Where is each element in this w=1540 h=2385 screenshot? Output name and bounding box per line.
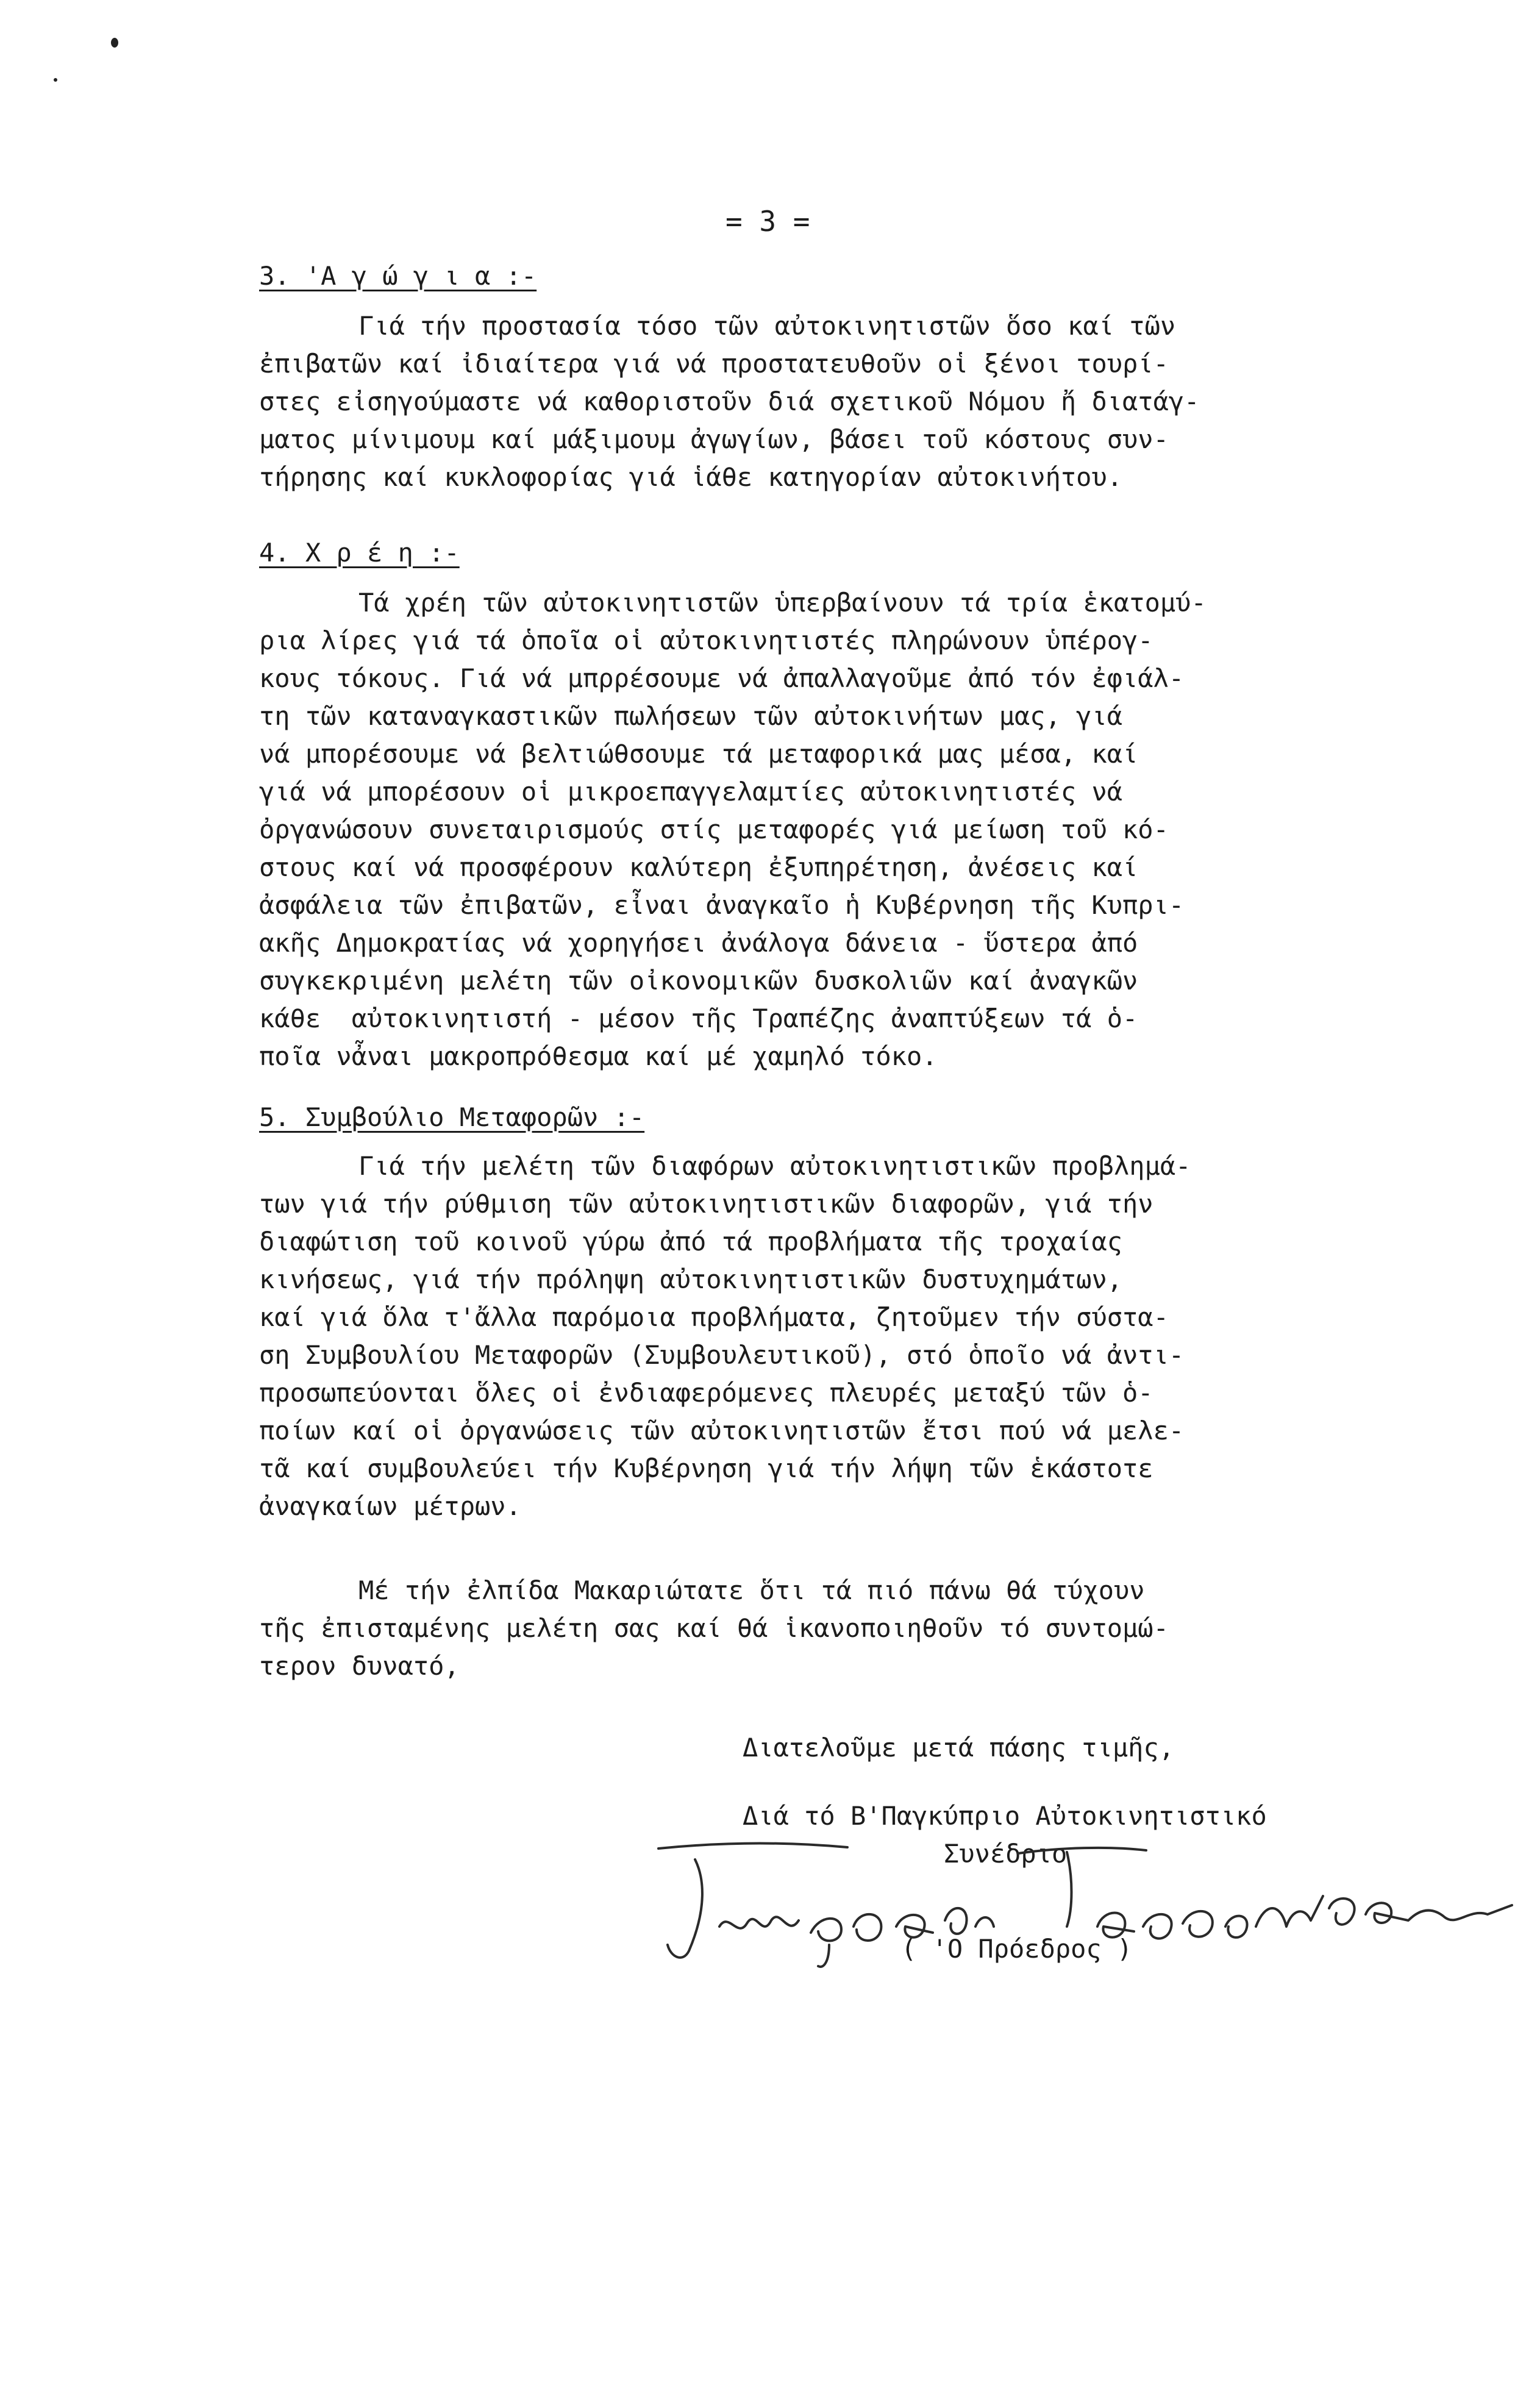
section-4-line: τη τῶν καταναγκαστικῶν πωλήσεων τῶν αὐτοκινήτων μας, γιά bbox=[259, 701, 1123, 731]
page-number: = 3 = bbox=[725, 205, 810, 238]
section-5-line: κινήσεως, γιά τήν πρόληψη αὐτοκινητιστικῶν δυστυχημάτων, bbox=[259, 1264, 1123, 1294]
section-4-line: ρια λίρες γιά τά ὁποῖα οἱ αὐτοκινητιστές πληρώνουν ὑπέρογ- bbox=[259, 626, 1153, 655]
signatory-title: ( 'Ο Πρόεδρος ) bbox=[901, 1934, 1133, 1964]
regards-line: Διατελοῦμε μετά πάσης τιμῆς, bbox=[743, 1733, 1175, 1763]
section-4-line: νά μπορέσουμε νά βελτιώθσουμε τά μεταφορικά μας μέσα, καί bbox=[259, 739, 1138, 769]
section-5-line: διαφώτιση τοῦ κοινοῦ γύρω ἀπό τά προβλήματα τῆς τροχαίας bbox=[259, 1227, 1123, 1257]
closing-line: Μέ τήν ἐλπίδα Μακαριώτατε ὅτι τά πιό πάνω θά τύχουν bbox=[358, 1575, 1145, 1605]
section-4-line: γιά νά μπορέσουν οἱ μικροεπαγγελαμτίες αὐτοκινητιστές νά bbox=[259, 777, 1123, 807]
section-3-line: Γιά τήν προστασία τόσο τῶν αὐτοκινητιστῶν ὅσο καί τῶν bbox=[358, 311, 1176, 341]
section-4-line: στους καί νά προσφέρουν καλύτερη ἐξυπηρέτηση, ἀνέσεις καί bbox=[259, 852, 1138, 882]
section-5-line: προσωπεύονται ὅλες οἱ ἐνδιαφερόμενες πλευρές μεταξύ τῶν ὁ- bbox=[259, 1378, 1153, 1408]
scan-speck bbox=[111, 38, 118, 48]
section-4-line: ακῆς Δημοκρατίας νά χορηγήσει ἀνάλογα δάνεια - ὕστερα ἀπό bbox=[259, 928, 1138, 958]
section-4-line: Τά χρέη τῶν αὐτοκινητιστῶν ὑπερβαίνουν τά τρία ἑκατομύ- bbox=[358, 588, 1207, 618]
section-4-heading: 4. Χ ρ έ η :- bbox=[259, 538, 460, 568]
section-5-heading: 5. Συμβούλιο Μεταφορῶν :- bbox=[259, 1102, 645, 1132]
section-5-line: καί γιά ὅλα τ'ἄλλα παρόμοια προβλήματα, ζητοῦμεν τήν σύστα- bbox=[259, 1302, 1169, 1332]
organization-line: Συνέδριο bbox=[944, 1839, 1068, 1869]
organization-line: Διά τό Β'Παγκύπριο Αὐτοκινητιστικό bbox=[743, 1801, 1267, 1831]
section-4-line: κάθε αὐτοκινητιστή - μέσον τῆς Τραπέζης ἀναπτύξεων τά ὁ- bbox=[259, 1004, 1138, 1033]
section-5-line: των γιά τήν ρύθμιση τῶν αὐτοκινητιστικῶν διαφορῶν, γιά τήν bbox=[259, 1189, 1153, 1219]
section-5-line: τᾶ καί συμβουλεύει τήν Κυβέρνηση γιά τήν λήψη τῶν ἑκάστοτε bbox=[259, 1453, 1153, 1483]
section-4-line: ποῖα νἆναι μακροπρόθεσμα καί μέ χαμηλό τόκο. bbox=[259, 1041, 938, 1071]
closing-line: τερον δυνατό, bbox=[259, 1651, 460, 1681]
scan-speck bbox=[54, 78, 57, 82]
section-3-line: τήρησης καί κυκλοφορίας γιά ἱάθε κατηγορίαν αὐτοκινήτου. bbox=[259, 462, 1123, 492]
section-4-line: συγκεκριμένη μελέτη τῶν οἰκονομικῶν δυσκολιῶν καί ἀναγκῶν bbox=[259, 966, 1138, 996]
section-4-line: ὀργανώσουν συνεταιρισμούς στίς μεταφορές γιά μείωση τοῦ κό- bbox=[259, 815, 1169, 844]
section-5-line: ποίων καί οἱ ὀργανώσεις τῶν αὐτοκινητιστῶν ἔτσι πού νά μελε- bbox=[259, 1416, 1185, 1446]
section-5-line: ση Συμβουλίου Μεταφορῶν (Συμβουλευτικοῦ), στό ὁποῖο νά ἀντι- bbox=[259, 1340, 1185, 1370]
section-4-line: ἀσφάλεια τῶν ἐπιβατῶν, εἶναι ἀναγκαῖο ἡ Κυβέρνηση τῆς Κυπρι- bbox=[259, 890, 1185, 920]
section-3-line: στες εἰσηγούμαστε νά καθοριστοῦν διά σχετικοῦ Νόμου ἤ διατάγ- bbox=[259, 387, 1200, 416]
section-5-line: ἀναγκαίων μέτρων. bbox=[259, 1491, 521, 1521]
section-4-line: κους τόκους. Γιά νά μπρρέσουμε νά ἀπαλλαγοῦμε ἀπό τόν ἐφιάλ- bbox=[259, 663, 1185, 693]
closing-line: τῆς ἐπισταμένης μελέτη σας καί θά ἱκανοποιηθοῦν τό συντομώ- bbox=[259, 1613, 1169, 1643]
section-3-line: ἐπιβατῶν καί ἰδιαίτερα γιά νά προστατευθοῦν οἱ ξένοι τουρί- bbox=[259, 349, 1169, 379]
section-5-line: Γιά τήν μελέτη τῶν διαφόρων αὐτοκινητιστικῶν προβλημά- bbox=[358, 1151, 1191, 1181]
section-3-heading: 3. 'Α γ ώ γ ι α :- bbox=[259, 261, 537, 291]
section-3-line: ματος μίνιμουμ καί μάξιμουμ ἀγωγίων, βάσει τοῦ κόστους συν- bbox=[259, 424, 1169, 454]
